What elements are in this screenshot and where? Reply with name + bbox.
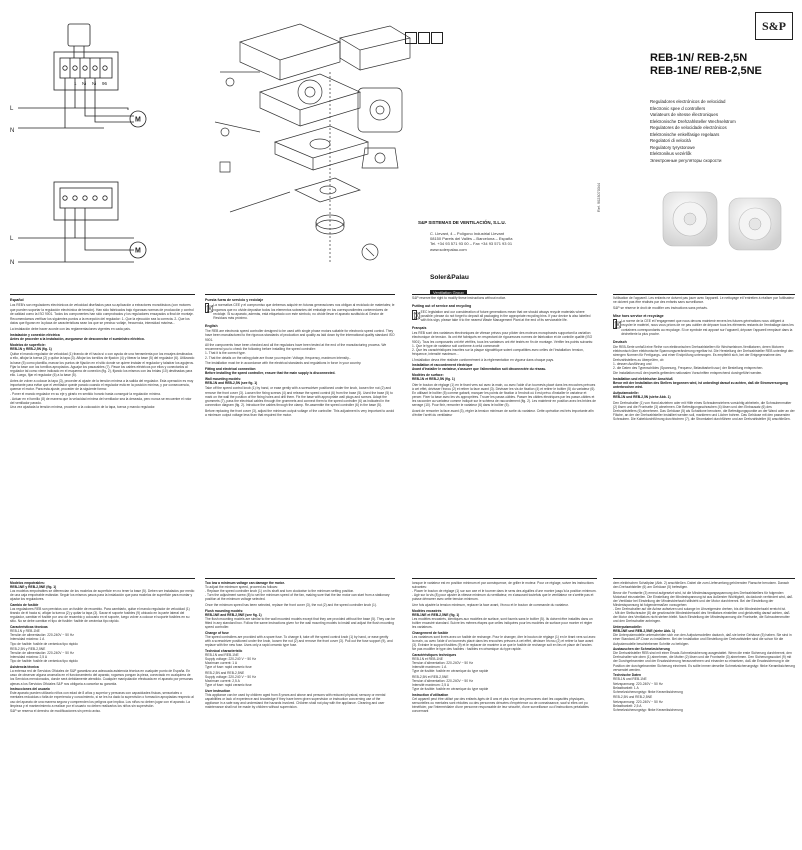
contact-block bbox=[405, 32, 555, 222]
brand-logo bbox=[755, 12, 793, 40]
paragraph: - Turn the adjustment screw (8) to set the minimum speed of the fan, making sure that the fan motor can start from a stationary position at the minimum voltage selected. bbox=[205, 593, 390, 602]
column-de-2 bbox=[613, 581, 795, 846]
wiring-motor-label-1: M bbox=[135, 116, 141, 124]
spec-line: Schmelzsicherungstyp: flinke Keramiksicherung bbox=[613, 689, 683, 694]
section-divider-mid bbox=[205, 578, 395, 579]
subheading: Technical characteristic bbox=[205, 648, 243, 653]
subheading: Características técnicas bbox=[10, 625, 48, 630]
wiring-label-L: L bbox=[10, 106, 14, 112]
spec-line: Schmelzsicherungstyp: flinke Keramiksicherung bbox=[613, 707, 683, 712]
language-item: Elektronikus vezérlők bbox=[650, 151, 692, 156]
paragraph: This appliance can be used by children aged from 8 years and above and persons with reduced physical, sensory or mental capabilities or lack of experience and knowledge if they have been given supervision or instruction concerning use of the appliance in a safe way and understand the hazards involved. Children shall not play with the appliance. Cleaning and user maintenance shall not be made by children without supervision. bbox=[205, 692, 386, 710]
spec-line: Belastbarkeit: 2,5 A bbox=[613, 703, 642, 708]
column-fr-1 bbox=[412, 296, 597, 574]
language-item: Reguladores electrónicos de velocidad bbox=[650, 99, 726, 104]
paragraph: - Mit der Stellschraube (8) die gewünschte Mindestdrehzahl des Ventilators einstellen und gleichzeitig darauf achten, daß der Motor des Ventilators nicht stehen bleibt. Nach Einstellung der Mindestspannung die Frontseite, die Schraubenmutter und den Drehschalter anbringen. bbox=[613, 611, 790, 624]
paragraph: Los modelos empotrables se diferencian de los modelos de superficie en no tener la base (5). Deben ser instalados por medio de una caja empotrable estándar. Seguir los mismos pasos para la instalación que para modelos de superficie para montar y ajustar los reguladores. bbox=[10, 589, 195, 602]
paragraph: Une fois ajustée la tension minimum, replacer la face avant, l'écrou et le bouton de commande du variateur. bbox=[412, 603, 569, 608]
subheading: Too low a minimum voltage can damage the motor. bbox=[205, 581, 285, 585]
subheading: Modelos empotrables: bbox=[10, 581, 45, 585]
paragraph: 1- That it is the correct type. bbox=[205, 351, 246, 356]
section-divider-mid bbox=[613, 578, 795, 579]
subheading: Flush mounting models: bbox=[205, 608, 244, 613]
subheading: Antes de proceder a la instalación, asegurarse de desconectar el suministro eléctrico. bbox=[10, 336, 145, 341]
spec-line: Intensidad máxima: 1 A bbox=[10, 637, 45, 642]
paragraph: lorsque le variateur est en position minimum et par conséquence, de griller le moteur. Pour ce réglage, suivre les instructions suivantes: bbox=[412, 581, 594, 590]
paragraph: La extensa red de Servicios Oficiales de S&P garantiza una adecuada asistencia técnica en cualquier punto de España. En caso de observar alguna anomalía en el funcionamiento del aparato, rogamos pongan la pieza, conectado en cualquiera de los Servicios mencionados, donde será debidamente atendido. Cualquier manipulación efectuada en el aparato por personas ajenas a los Servicios Oficiales S&P nos obligaría a cancelar su garantía. bbox=[10, 669, 193, 686]
subheading: Unterputzmodelle: bbox=[613, 625, 642, 630]
recycling-text: La norme de la CEE et l'engagement que nous devons maintenir envers les futures générations nous obligent à recycler le matériel, nous vous prions de ne pas oublier de déposer tous les éléments restants de l'emballage dans les containers correspondants au recyclage. Si ce symbole est apposé sur l'appareil, déposer l'appareil remplacé dans la déchetterie la plus proche. bbox=[621, 319, 794, 336]
recycling-block bbox=[613, 319, 795, 335]
recycling-heading: Putting out of service and recycling bbox=[412, 304, 472, 309]
recycling-block bbox=[412, 310, 597, 322]
paragraph: 1- dessen Ausführung und bbox=[613, 361, 652, 366]
subheading: REB-1N et REB-2,5N (fig. 1) bbox=[412, 377, 455, 382]
paragraph: Die REB-Serie umfaßt eine Reihe von elektronischen Drehzahlstellern für Wechselstrom-Ventilatoren, deren Motoren elektronisch über elektronische Spannungsveränderung regelbar ist. Die Herstellung der Drehzahlsteller REB unterliegt den strengen Normen für Fertigungs- und einer Endprüfung unterzogen. Es empfiehlt sich, bei der Entgegennahme des Drehzahlstellers zu überprüfen, ob bbox=[613, 345, 794, 362]
language-item: Elektronische enkelfasige regelaars bbox=[650, 131, 720, 137]
paragraph: 2- Que les caractéristiques inscrites sur la plaque signalétique soient compatibles avec celles de l'installation: tension, fréquence, intensité maximum... bbox=[412, 347, 584, 356]
disposal-heading: Puesta fuera de servicio y reciclaje bbox=[205, 298, 264, 302]
spec-line: Intensité maximum: 1 A bbox=[412, 665, 447, 670]
paragraph: The installation must be in accordance with the electrical standards and regulations in force in your country. bbox=[205, 361, 362, 366]
company-block bbox=[418, 220, 578, 252]
wiring-terminal-label-2: Ni bbox=[92, 81, 97, 86]
wiring-label-N-2: N bbox=[10, 260, 15, 266]
section-heading: Español bbox=[10, 298, 24, 302]
paragraph: L'installation devra être réalisée conformément à la réglementation en vigueur dans chaque pays. bbox=[412, 357, 555, 362]
subheading: Changement de fusible bbox=[412, 630, 449, 635]
paragraph: S&P se reserva el derecho de modificaciones sin previo aviso. bbox=[10, 709, 102, 714]
spec-line: REB-2,5N et REB-2,5NE bbox=[412, 674, 449, 679]
subheading: REB-1NE und REB-2,5NE (siehe Abb. 1) bbox=[613, 629, 675, 634]
spec-line: Type of fuse: rapid ceramic fuse bbox=[205, 665, 252, 670]
spec-line: Tipo de fusible: fusible de cerámica tipo rápido bbox=[10, 659, 78, 664]
subheading: Caractéristiques techniques bbox=[412, 652, 457, 657]
address-line: 08150 Parets del Vallès – Barcelona – España bbox=[430, 236, 513, 242]
paragraph: - Placer le bouton de réglage (1) sur son axe et le tourner dans le sens des aiguilles d'une montre jusqu'à la position minimum. bbox=[412, 589, 597, 594]
wiring-diagram-lower bbox=[18, 182, 146, 262]
column-en-1 bbox=[205, 296, 395, 574]
subheading: Asistencia técnica bbox=[10, 665, 39, 670]
column-es-2 bbox=[10, 581, 195, 846]
paragraph: Les modèles encastrés, identiques aux modèles de surface, sont fournis sans le boîtier (5). Ils doivent être installés dans un boîtier encastré standard. Suivre les mêmes étapes que celles indiquées pour les modèles de surface pour monter et régler les variateurs. bbox=[412, 616, 593, 630]
spec-line: REB-1N and REB-1NE bbox=[205, 652, 239, 657]
address-line: C. Llevant, 4 – Polígono Industrial Llevant bbox=[430, 231, 505, 236]
paragraph: The flush mounting models are similar to the wall mounted models except that they are provided without the base (5). They can be fitted in any standard box. Follow the same instructions given for the wall mounting models to install and adjust the flush mounting speed controller. bbox=[205, 616, 395, 630]
subheading: Installation und elektrischer Anschluß bbox=[613, 377, 673, 382]
paragraph: Este aparato pueden utilizarlo niños con edad de 8 años y superior y personas con capacidades físicas, sensoriales o mentales reducidas o falta de experiencia y conocimiento, si se les ha dado la supervisión o formación apropiadas respecto al uso del aparato de una manera segura y comprenden los peligros que implica. Los niños no deben jugar con el aparato. La limpieza y el mantenimiento a realizar por el usuario no deben realizarlos los niños sin supervisión. bbox=[10, 691, 194, 708]
subheading: Aufputzmodelle: bbox=[613, 390, 639, 395]
paragraph: Bevor die Frontseite (3) erneut aufgesetzt wird, ist die Mindestausgangsspannung des Drehzahlstellers für folgenden Motortauf einzustellen. Die Einstellung der Mindestspannung ist aus äußerster Wichtigkeit, da dadurch verhindert wird, daß der Ventilator bei Einstellung der Mindestdrehzahl stillsteht und der Motor durchbrennt. Bei der Einstellung der Mindestspannung ist folgendermaßen vorzugehen: bbox=[613, 590, 793, 608]
recycling-text: EEC legislation and our consideration of future generations mean that we should always recycle materials where possible; please do not forget to deposit all packaging in the appropriate recycling bins. If your device is also labelled with this sign, please take it to the nearest Waste Management Plant at the end of its serviceable life. bbox=[420, 309, 591, 322]
disposal-block bbox=[205, 303, 395, 319]
paragraph: Avant de remonter la face avant (3), régler la tension minimum de sortie du variateur. Cette opération est très importante afin d'éviter l'arrêt du ventilateur bbox=[412, 408, 594, 417]
language-item: Regolatori di velocità bbox=[650, 138, 691, 143]
section-divider-top bbox=[412, 294, 597, 295]
paragraph: 2- die Daten des Typenschildes (Spannung, Frequenz, Belastbarkeit usw.) der Bestellung entsprechen. bbox=[613, 365, 764, 370]
sp-logo bbox=[405, 32, 443, 44]
paragraph: - Replace the speed controller knob (1) on its shaft and turn clockwise to the minimum setting position. bbox=[205, 589, 355, 594]
subheading: REB-1N y REB-2,5N (fig. 1) bbox=[10, 346, 52, 351]
wiring-motor-label-2: M bbox=[135, 247, 141, 255]
paragraph: Quitar el mando regulador de velocidad (1) tirando de él hacia sí o con ayuda de una herramienta por los encajes destinados a ello, aflojar la tuerca (2) y quitar la tapa (3). Aflojar los tornillos de fijación (4) y liberar la base (5) del regulador (6). Utilizando la base (5) como plantilla, marcar los puntos de fijación en el sitio donde se quiere instalar el regulador y taladrar los agujeros. Fijar la base con los tornillos apropiados. Aguajar los pasacables (7). Pasar los cables eléctricos por ellos y conectarlos al regulador tal como viene indicado en el esquema de conexión (fig. 2), fijando los mismos con las bridas (10) destinadas para ello. Luego, fijar el regulador (6) a la base (5). bbox=[10, 352, 195, 377]
spec-line: Tension d'alimentation: 220-240V ~ 50 Hz bbox=[412, 679, 474, 684]
language-item: Regulatores de velocidade electrónicos bbox=[650, 125, 727, 130]
paragraph: To adjust the minimum speed, proceed as follows: bbox=[205, 585, 278, 590]
spec-line: Type de fusible: fusible en céramique du type rapide bbox=[412, 669, 489, 674]
spec-line: REB-2,5N y REB-2,5NE bbox=[10, 647, 46, 652]
paragraph: dem elektrischen Schaltplan (Abb. 2) anschließen. Dabei die zum Lieferumfang gehörenden Flansche benutzen. Danach den Drehzahlsteller (6) am Gehäuse (5) befestigen. bbox=[613, 581, 790, 590]
column-de-1 bbox=[613, 296, 795, 574]
subheading: Bevor mit der Installation des Stellers begonnen wird, ist unbedingt darauf zu achten, daß die Stromversorgung unterbrochen wird. bbox=[613, 381, 788, 390]
paragraph: Una vez ajustada la tensión mínima, proceder a la colocación de la tapa, tuerca y mando regulador. bbox=[10, 404, 156, 409]
product-photo bbox=[655, 178, 795, 268]
disposal-text: La normativa CEE y el compromiso que debemos adquirir en futuras generaciones nos obligan al reciclado de materiales; le rogamos que no olvide depositar todos los elementos sobrantes del embalaje en los correspondientes contenedores de reciclaje. Si su aparato, además, está etiquetado con este símbolo, no olvide llevar el aparato sustituido al Gestor de Residuos más próximo. bbox=[213, 303, 395, 320]
paragraph: The REB are electronic speed controller designed to be used with single phase motors suitable for electronic speed control. They have been manufactured to the rigorous standards of production and quality as laid down by the international quality standard ISO 9001. bbox=[205, 329, 395, 342]
wiring-terminal-label-3: 96 bbox=[102, 81, 108, 86]
wiring-terminal-label-0: 1 bbox=[74, 81, 77, 86]
column-es-1 bbox=[10, 296, 195, 574]
language-item: Электронные регуляторы скорости bbox=[650, 157, 722, 163]
subheading: Modelos de superficie: bbox=[10, 342, 46, 347]
language-item: Variateurs de vitesse électroniques bbox=[650, 112, 719, 117]
recycle-bin-icon bbox=[412, 310, 417, 320]
subheading: Wall mounting models: bbox=[205, 376, 242, 381]
subheading: Installation et raccordement électrique bbox=[412, 363, 473, 368]
subheading: Instruction d'utilisation bbox=[412, 692, 449, 697]
document-ref: Ref. 9023070344 bbox=[597, 182, 601, 212]
subheading: Change of fuse bbox=[205, 630, 229, 635]
paragraph: Oter le bouton de réglage (1) en le tirant vers soi avec la main, ou avec l'aide d'un tournevis placé dans les encoches prévues à cet effet, dévisser l'écrou (2) et retirer la face avant (3). Dévisser les vis de fixation (4) et retirer le boîtier (5) du variateur (6). En utilisant le boîtier (5) comme gabarit, marquer les points de fixation à l'endroit où il est prévu d'installer le variateur et percer. Fixer la base avec les vis appropriées. Trouer les passe-câbles. Passer les câbles électriques par les passe-câbles et les raccorder au variateur comme indiqué sur le schéma de raccordement (fig. 2). Les maintenir en position avec les brides de serrage (10). Pour finir, remonter le variateur (6) dans le boîtier (5). bbox=[412, 382, 596, 408]
recycle-bin-icon bbox=[205, 303, 209, 313]
paragraph: Den Drehschalter (1) von Hand abziehen oder mit Hilfe eines Schraubenziehers vorsichtig abhebeln, die Schraubenmutter (2) lösen und die Frontseite (3) abnehmen. Die Befestigungsschrauben (4) lösen und den Einbausatz (6) des Drehzahlstellers (6) abnehmen. Das Gehäuse (5) als Schablone benutzen, die Befestigungspunkte an der Wand oder an der Fläche, an der der Drehzahlsteller installiert werden soll, markieren und Löcher bohren. Das Gehäuse mit den passenden Schrauben. Die Kabeldurchführung durchbohren (7), die Stromkabel durchführen und am Drehzahlsteller (6) anschließen. bbox=[613, 400, 795, 422]
subheading: REB-1NE et REB-2,5NE (fig. 1) bbox=[412, 612, 460, 617]
paragraph: - Agir sur la vis (8) pour ajuster la vitesse minimum du ventilateur, en s'assurant toutefois que le ventilateur ne s'arrête pas et puisse démarrer avec cette tension minimum. bbox=[412, 593, 594, 602]
spec-line: REB-2,5N und REB-2,5NE bbox=[613, 695, 653, 700]
address-line: Tel. +34 93 571 93 00 – Fax +34 93 571 93 01 bbox=[430, 241, 513, 247]
paragraph: Cet appareil peut être utilisé par des enfants âgés de 8 ans et plus et par des personnes dont les capacités physiques, sensorielles ou mentales sont réduites ou des personnes dénuées d'expérience ou de connaissance, sauf si elles ont pu bénéficier, par l'intermédiaire d'une personne responsable de leur sécurité, d'une surveillance ou d'instructions préalables concernant bbox=[412, 697, 589, 714]
spec-line: Intensidad máxima: 2,5 A bbox=[10, 655, 48, 660]
brand-logo-text: S&P bbox=[762, 18, 786, 33]
subheading: Modèles encastrés bbox=[412, 608, 442, 613]
paragraph: l'utilisation de l'appareil. Les enfants ne doivent pas jouer avec l'appareil. Le nettoyage et l'entretien à réaliser par l'utilisateur ne doivent pas être réalisés par des enfants sans surveillance. bbox=[613, 296, 795, 305]
product-title bbox=[650, 52, 800, 77]
paragraph: Los REB's son reguladores electrónicos de velocidad diseñados para su aplicación a extractores monofásicos (con motores que pueden soportar la regulación electrónica de tensión). Han sido fabricados bajo rigurosas normas de producción y control de calidad como la ISO 9001. Todos los componentes han sido comprobados y los reguladores ensayados a final de montaje. bbox=[10, 303, 194, 316]
spec-line: REB-2,5N and REB-2,5NE bbox=[205, 670, 245, 675]
paragraph: Once the minimum speed has been selected, replace the front cover (3), the nut (2) and the speed controller knob (1). bbox=[205, 603, 377, 608]
subheading: User instruction bbox=[205, 688, 231, 693]
paragraph: Antes de volver a colocar la tapa (3), proceder al ajuste de la tensión mínima a la salida del regulador. Esta operación es muy importante para evitar que el ventilador quede parado cuando el regulador está en la posición mínima, y por consecuencia, quemar el motor. Para esta ajuste, proceder de la siguiente forma: bbox=[10, 378, 194, 391]
wiring-label-N: N bbox=[10, 128, 15, 134]
paragraph: Take off the speed control knob (1) by hand, or ease gently with a screwdriver positioned under the knob, loosen the nut (2) and remove the front cover (3). Loosen the fixing screws (4) and release the speed control (6) from the base (5). Used the base (5) to mark on the wall the position of the fixing holes and drill them. Fix the base with appropriate wall plugs and screws. Adapt the grommets (7), pass the electrical cables through the grommets and connect them to the speed controller (6) as indicated in the connection diagram (fig. 2). Introduce the cables through the clamp. Re-assemble the speed controller (6) in the base (5). bbox=[205, 386, 393, 407]
section-heading: English bbox=[205, 323, 218, 328]
paragraph: Les variateurs sont livrés avec un fusible de rechange. Pour le changer, ôter le bouton de réglage (1) en le tirant vers soi avec la main, ou avec l'aide d'un tournevis placé dans les encoches prévues à cet effet, dévisser l'écrou (2) et retirer la face avant (3). Extraire le support fusibles (9) et le replacer de manière à ce que le fusible de rechange soit en lieu et place de l'ancien. Ne pas modifier le type des fusibles : fusibles en céramique du type rapide. bbox=[412, 634, 596, 652]
group-logo-text: Soler&Palau bbox=[430, 274, 469, 281]
company-address bbox=[418, 231, 578, 252]
spec-line: Type de fusible: fusible en céramique du type rapide bbox=[412, 687, 489, 692]
subheading: REB-1NE y REB-2,5NE (fig. 1) bbox=[10, 585, 57, 590]
subheading: Austauschen der Schmelzsicherung bbox=[613, 647, 670, 652]
paragraph: All the components have been checked and all the regulators have been tested at the end of the manufacturing process. We recommend you to check the following before installing the speed controller: bbox=[205, 343, 387, 352]
paragraph: Los reguladores REB son previstos con un fusible de recambio. Para cambiarlo, quitar el mando regulador de velocidad (1) tirando de él hacia sí, aflojar la tuerca (2) y quitar la tapa (3). Sacar el soporte fusibles (9) ubicado en la parte lateral del regulador, cambiar el fusible por uno de recambio y colocarlo en el soporte, luego volver a colocar el soporte fusibles en su sitio. No se debe cambiar el tipo de fusible: fusible de cerámica tipo rápido. bbox=[10, 607, 190, 624]
wiring-diagram bbox=[8, 12, 158, 280]
subheading: REB-1NE and REB-2,5NE (see fig. 1) bbox=[205, 612, 262, 617]
subheading: Instrucciones del usuario bbox=[10, 687, 50, 692]
subheading: Avant d'installer le variateur, s'assurer que l'alimentation soit déconnectée du réseau. bbox=[412, 367, 547, 372]
spec-line: Maximum current: 2,5 A bbox=[205, 679, 240, 684]
paragraph: 1- Que le type de variateur soit conforme à celui commandé bbox=[412, 343, 500, 348]
spec-line: Maximum current: 1 A bbox=[205, 661, 238, 666]
product-title-line2: REB-1NE/ REB-2,5NE bbox=[650, 64, 762, 77]
reserve-note: S&P reserve the right to modify these instructions without notice. bbox=[412, 296, 507, 300]
section-divider-top bbox=[613, 294, 795, 295]
spec-line: Supply voltage: 220-240 V ~ 50 Hz bbox=[205, 656, 257, 661]
spec-line: Belastbarkeit: 1 A bbox=[613, 685, 639, 690]
spec-line: Tensión de alimentación: 220-240V ~ 50 Hz bbox=[10, 633, 74, 638]
spec-line: REB-1N et REB-1NE bbox=[412, 656, 443, 661]
subheading: Before installing the speed controller, ensure that the main supply is disconnected. bbox=[205, 370, 336, 375]
section-heading: Français bbox=[412, 325, 427, 330]
product-title-line1: REB-1N/ REB-2,5N bbox=[650, 52, 748, 64]
paragraph: - Den Drehschalter auf die Achse aufsetzen und solange im Uhrzeigersinn drehen, bis die Mindestdrehzahl erreicht ist. bbox=[613, 607, 786, 612]
wiring-label-L-2: L bbox=[10, 236, 14, 242]
language-item: Electronic spee d controllers bbox=[650, 105, 706, 111]
paragraph: Les REB sont des variateurs électroniques de vitesse prévus pour piloter des moteurs monophasés supportant la variation électronique de tension. Ils ont été fabriqués en respectant de rigoureuses normes de fabrication et de contrôle qualité (ISO 9001). Tous les composants ont été vérifiés, tous les variateurs ont été testés en fin de montage. Vérifier les points suivants: bbox=[412, 331, 593, 344]
recycling-heading: Mise hors service et recyclage bbox=[613, 313, 664, 318]
section-heading: Deutsch bbox=[613, 339, 627, 344]
paragraph: Before replacing the front cover (3), adjust the minimum output voltage of the controller. This adjustment is very important to avoid a minimum output voltage less than that required the motor. bbox=[205, 408, 395, 417]
group-logo bbox=[430, 274, 510, 295]
subheading: REB-1N and REB-2,5N (see fig. 1) bbox=[205, 380, 258, 385]
subheading: Fitting and electrical connection bbox=[205, 366, 256, 371]
spec-line: REB-1N und REB-1NE bbox=[613, 677, 647, 682]
spec-line: REB-1N y REB-1NE bbox=[10, 629, 40, 634]
spec-line: Supply voltage: 220-240 V ~ 50 Hz bbox=[205, 674, 257, 679]
spec-line: Intensité maximum: 2,5 A bbox=[412, 683, 450, 688]
spec-line: Tensión de alimentación: 220-240V ~ 50 Hz bbox=[10, 651, 74, 656]
wiring-terminal-label-1: Ni bbox=[82, 81, 87, 86]
paragraph: Die Installation muß den jeweils geltenden nationalen Vorschriften entsprechend durchgeführt werden. bbox=[613, 371, 763, 376]
spec-line: Type of fuse: rapid ceramic fuse bbox=[205, 683, 252, 688]
paragraph: - Actuar en el tornillo (8) de manera que la velocidad mínima del ventilador sea la deseada, pero nunca se encuentre el rotor del ventilador parado. bbox=[10, 396, 192, 405]
wiring-diagram-upper bbox=[18, 24, 146, 128]
group-logo-sub: Ventilation Group bbox=[430, 290, 467, 295]
column-en-2 bbox=[205, 581, 395, 846]
spec-line: Tipo de fusible: fusible de cerámica tipo rápido bbox=[10, 641, 78, 646]
language-item: Regulatory tyrystorowe bbox=[650, 144, 695, 150]
company-name: S&P SISTEMAS DE VENTILACIÓN, S.L.U. bbox=[418, 220, 506, 225]
paragraph: The speed controllers are provided with a spare fuse. To change it, take off the speed control knob (1) by hand, or ease gently with a screwdriver positioned under the knob, loosen the nut (2) and remove the front cover (3). Pull out the fuse support (9), and replace with the new fuse. Uses only a rapid ceramic type fuse. bbox=[205, 634, 393, 648]
paragraph: Recomendamos verificar los siguientes puntos a la recepción del regulador: 1- Que la ejecución sea la correcta. 2- Que los datos que figuran en la placa de características sean los que se precisa: voltaje, frecuencia, intensidad máxima... bbox=[10, 317, 190, 326]
reserve-note: S&P se réserve le droit de modifier ces instructions sans préavis. bbox=[613, 305, 708, 310]
address-line: www.solerpalau.com bbox=[430, 246, 467, 252]
recycle-bin-icon bbox=[613, 319, 617, 329]
section-divider-top bbox=[205, 294, 395, 295]
paragraph: Die Unterputzmodelle unterscheiden sich von den Aufputzmodellen dadurch, daß sie keine Gehäuse (5) haben. Sie sind in einer Standard-UP-Dose zu installieren. Bei der Installation und Einstellung der Drehzahlsteller sind die schon für die Aufputzmodelle beschriebenen Schritte zu befolgen. bbox=[613, 633, 792, 646]
section-divider-mid bbox=[412, 578, 597, 579]
subheading: Modèles de surface: bbox=[412, 372, 444, 377]
section-divider-mid bbox=[10, 578, 195, 579]
language-item: Elektronische Drehzahlsteller Wechselstrom bbox=[650, 118, 736, 124]
section-divider-top bbox=[10, 294, 195, 295]
subheading: Cambio de fusible bbox=[10, 603, 39, 608]
paragraph: Die Drehzahlsteller REB sind mit einer Ersatz-Schmelzsicherung ausgestattet. Wenn die erste Sicherung durchbrennt, den Drehschalter wie oben (1) abnehmen, die Mutter (2) lösen und die Frontseite (3) abnehmen. Den Sicherungssockel (9) mit der Durchgebrannten und der Ersatzsicherung herausnehmen und einander so einsetzen, daß die Ersatzsicherung in die Position der durchgebrannten Sicherung einnimmt. Es sollte immer derselbe Schmelzsicherungstyp: flinke Keramiksicherung verwendet werden. bbox=[613, 651, 795, 672]
spec-line: Netzspannung: 220-240V ~ 50 Hz bbox=[613, 699, 663, 704]
subheading: REB-1N und REB-2,5N (siehe Abb. 1) bbox=[613, 395, 671, 400]
language-list bbox=[650, 99, 800, 164]
spec-line: Netzspannung: 220-240V ~ 50 Hz bbox=[613, 681, 663, 686]
paragraph: 2- That the details on the rating plate are those you require: Voltage, frequency, maximum intensity... bbox=[205, 355, 352, 360]
subheading: Instalación y conexión eléctrica bbox=[10, 332, 60, 337]
paragraph: - Poner el mando regulador en su eje y girarlo en sentido horario hasta conseguir la regulación mínima. bbox=[10, 392, 161, 397]
column-fr-2 bbox=[412, 581, 597, 846]
spec-line: Tension d'alimentation: 220-240V ~ 50 Hz bbox=[412, 661, 474, 666]
paragraph: La instalación debe hacer acorde con las reglamentaciones vigentes en cada país. bbox=[10, 327, 131, 332]
subheading: Technische Daten bbox=[613, 673, 641, 678]
